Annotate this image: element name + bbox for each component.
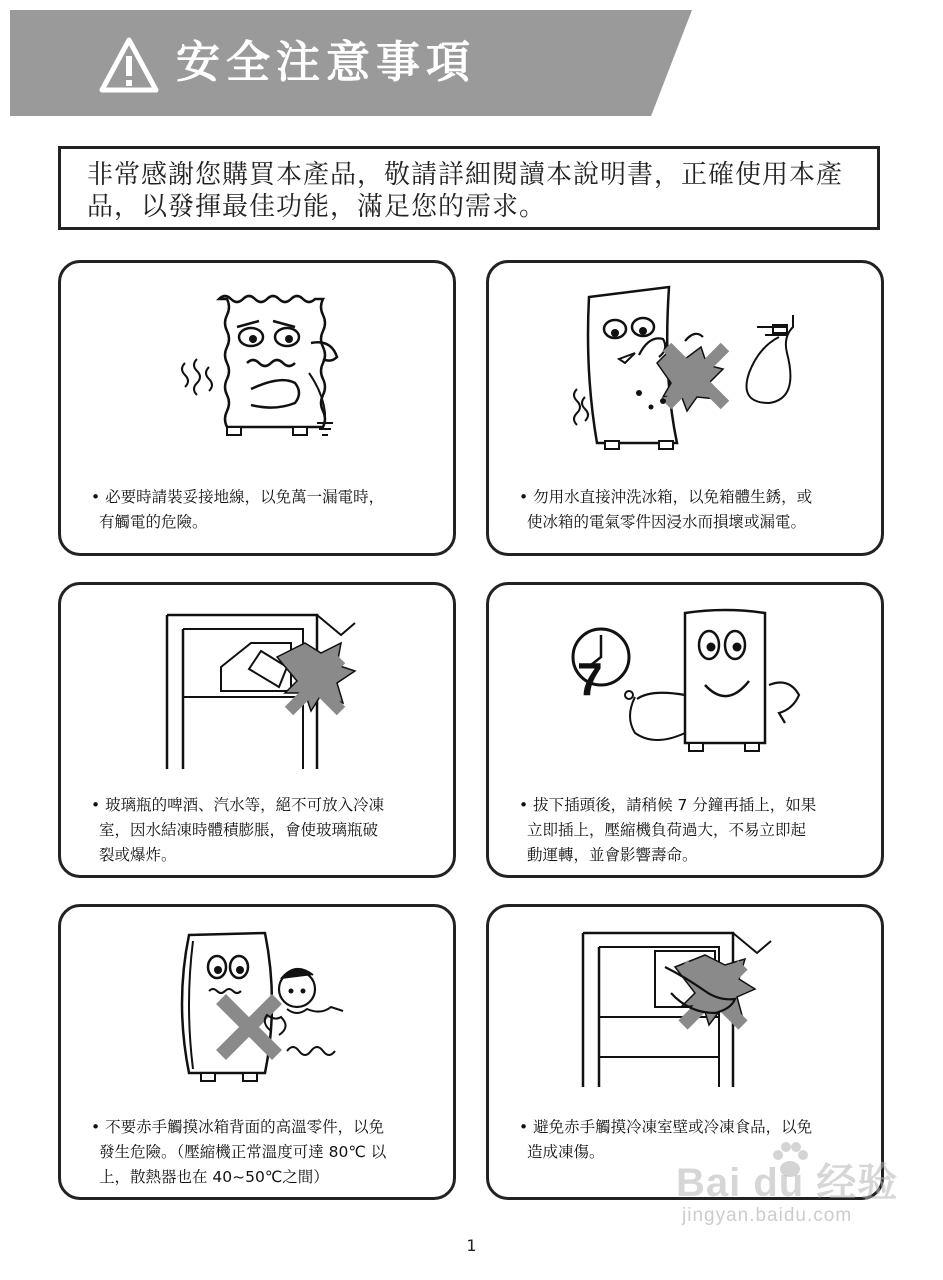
hand-freezer-wall-illustration: [489, 907, 884, 1107]
card-2-line-1: • 勿用水直接沖洗冰箱，以免箱體生銹，或: [519, 488, 813, 506]
ground-wire-fridge-illustration: [61, 263, 456, 463]
card-4-text: [519, 793, 859, 868]
card-1-line-1: • 必要時請裝妥接地線，以免萬一漏電時，: [91, 488, 385, 506]
glass-bottle-freezer-illustration: [61, 585, 456, 785]
watermark-main: Bai du 经验: [676, 1161, 899, 1205]
card-3-text: [91, 793, 431, 868]
water-spray-fridge-illustration: [489, 263, 884, 463]
safety-card-3: [58, 582, 456, 878]
baidu-jingyan-watermark: [666, 1135, 906, 1245]
card-4-line-3: 動運轉，並會影響壽命。: [527, 846, 698, 864]
card-4-line-2: 立即插上，壓縮機負荷過大，不易立即起: [527, 821, 807, 839]
card-5-text: [91, 1115, 431, 1190]
clock-number: 7: [577, 653, 603, 705]
card-5-line-1: • 不要赤手觸摸冰箱背面的高溫零件，以免: [91, 1118, 385, 1136]
card-1-line-2: 有觸電的危險。: [99, 513, 208, 531]
intro-text: 非常感謝您購買本產品，敬請詳細閱讀本說明書，正確使用本產品，以發揮最佳功能，滿足您的需求。: [87, 160, 844, 222]
card-3-line-3: 裂或爆炸。: [99, 846, 177, 864]
card-2-text: [519, 485, 859, 535]
safety-card-2: [486, 260, 884, 556]
card-6-line-1: • 避免赤手觸摸冷凍室壁或冷凍食品，以免: [519, 1118, 813, 1136]
child-touch-back-illustration: [61, 907, 456, 1107]
card-6-line-2: 造成凍傷。: [527, 1143, 605, 1161]
watermark-url: jingyan.baidu.com: [682, 1205, 853, 1226]
card-5-line-2: 發生危險。（壓縮機正常溫度可達 80℃ 以: [99, 1143, 387, 1161]
safety-card-4: [486, 582, 884, 878]
intro-box: [58, 146, 880, 230]
card-1-text: [91, 485, 431, 535]
clock-plug-fridge-illustration: [489, 585, 884, 785]
card-5-line-3: 上，散熱器也在 40~50℃之間）: [99, 1168, 329, 1186]
safety-card-5: [58, 904, 456, 1200]
card-3-line-1: • 玻璃瓶的啤酒、汽水等，絕不可放入冷凍: [91, 796, 385, 814]
card-4-line-1: • 拔下插頭後，請稍候 7 分鐘再插上，如果: [519, 796, 817, 814]
card-2-line-2: 使冰箱的電氣零件因浸水而損壞或漏電。: [527, 513, 807, 531]
card-3-line-2: 室，因水結凍時體積膨脹，會使玻璃瓶破: [99, 821, 379, 839]
warning-triangle-icon: [98, 36, 160, 94]
page-number: 1: [466, 1236, 477, 1255]
safety-card-1: [58, 260, 456, 556]
page-title: 安全注意事項: [176, 37, 476, 88]
